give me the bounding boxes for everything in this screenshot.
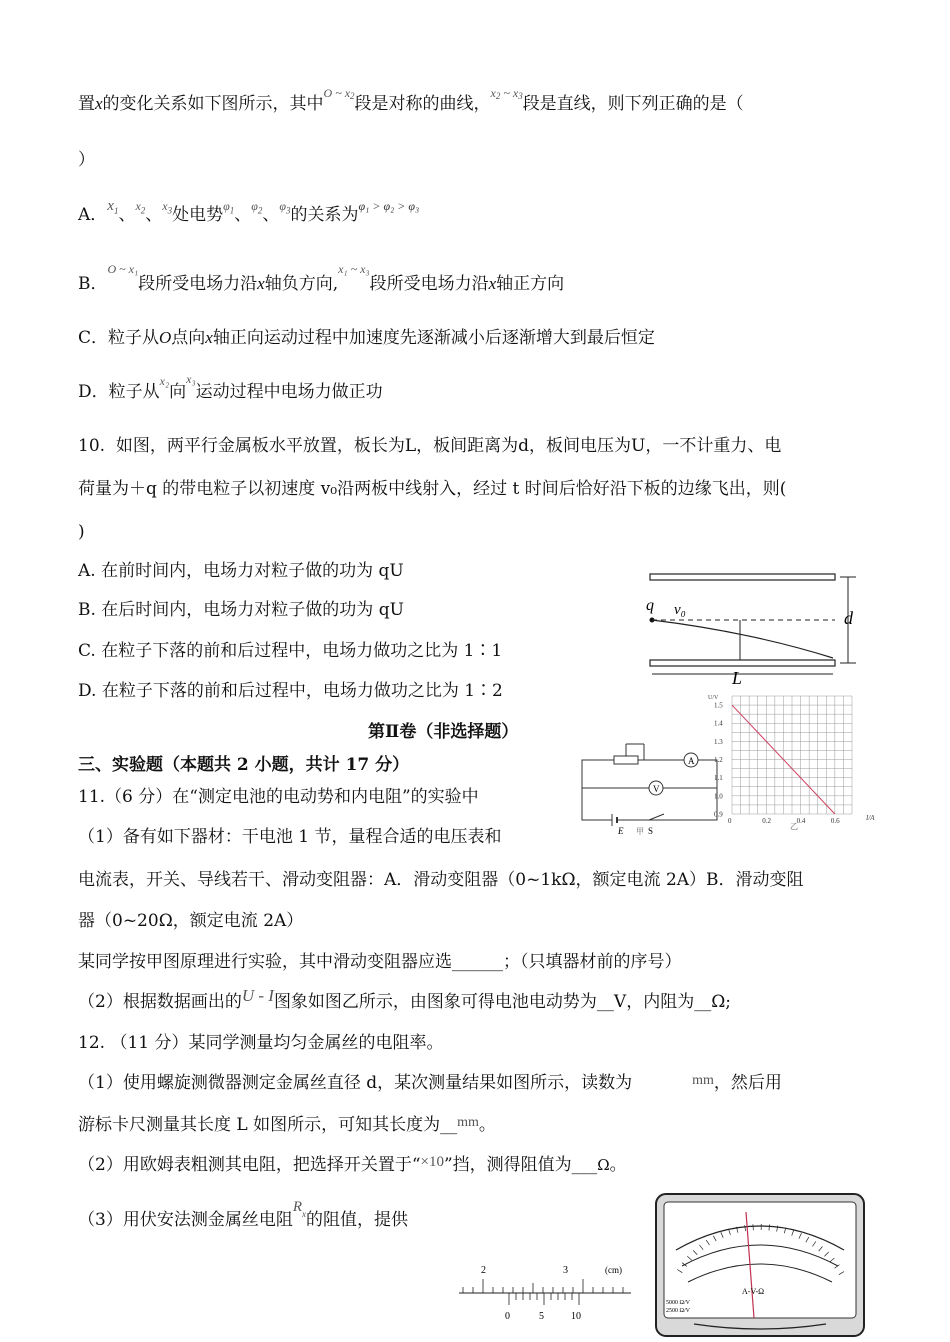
q12-line2: （1）使用螺旋测微器测定金属丝直径 d，某次测量结果如图所示，读数为 $^{mm}$，然后用 [78,1073,782,1093]
q10-option-c: C. 在粒子下落的前和后过程中，电场力做功之比为 1∶1 [78,641,503,661]
fig-q-label: q [646,597,654,614]
q10-line1: 10. 如图，两平行金属板水平放置，板长为L，板间距离为d，板间电压为U，一不计重力、电 [78,436,782,456]
q9-option-c: C．粒子从O点向x轴正向运动过程中加速度先逐渐减小后逐渐增大到最后恒定 [78,328,655,348]
q9-option-d: D．粒子从$^{x_2}$向$^{x_3}$运动过程中电场力做正功 [78,372,383,402]
caliper-top-3: 3 [563,1265,568,1276]
circuit-switch: S [648,826,654,835]
q11-line3: 电流表，开关、导线若干、滑动变阻器：A．滑动变阻器（0~1kΩ，额定电流 2A）B．滑动变阻 [78,870,804,890]
q10-option-b: B. 在后时间内，电场力对粒子做的功为 qU [78,600,404,620]
meter-label: A-V-Ω [742,1287,765,1296]
q11-line5: 某同学按甲图原理进行实验，其中滑动变阻器应选______；（只填器材前的序号） [78,952,682,972]
q10-option-a: A. 在前时间内，电场力对粒子做的功为 qU [78,561,404,581]
caliper-figure [455,1258,635,1328]
y-tick-label: 1.2 [714,756,723,765]
y-tick-label: 1.0 [714,792,723,801]
y-tick-label: 1.3 [714,737,723,746]
q11-line1: 11.（6 分）在“测定电池的电动势和内电阻”的实验中 [78,787,479,807]
q10-line3: ) [78,522,85,542]
q12-line1: 12. （11 分）某同学测量均匀金属丝的电阻率。 [78,1033,444,1053]
y-tick-label: 1.5 [714,701,723,710]
q9-paren: ） [78,150,95,170]
meter-rating-2: 2500 Ω/V [666,1308,690,1314]
circuit-ammeter: A [688,756,695,766]
multimeter-figure [654,1192,866,1338]
q9-option-b: B．$^{O \sim x_1}$段所受电场力沿x轴负方向,$^{x_1 \sim x_3}$段所受电场力沿x轴正方向 [78,262,565,294]
circuit-battery: E [618,826,624,835]
q11-line6: （2）根据数据画出的U - I图象如图乙所示，由图象可得电池电动势为__V，内阻为__Ω; [78,986,732,1012]
q11-line2: （1）备有如下器材：干电池 1 节，量程合适的电压表和 [78,827,502,847]
fig-L-label: L [732,668,743,686]
ui-graph [706,692,882,832]
q10-option-d: D. 在粒子下落的前和后过程中，电场力做功之比为 1∶2 [78,681,503,701]
q9-stem: 置x的变化关系如下图所示，其中$^{O \sim x}_2$段是对称的曲线，$^x_2$ $^{\sim x}_3$段是直线，则下列正确的是（ [78,86,744,114]
section3-heading: 三、实验题（本题共 2 小题，共计 17 分） [78,755,410,775]
fig-v0-label: v₀ [674,602,686,618]
circuit-voltmeter: V [653,784,660,794]
x-tick-label: 0 [728,817,732,825]
graph-caption: 乙 [790,822,798,831]
q10-line2: 荷量为＋q 的带电粒子以初速度 v₀沿两板中线射入，经过 t 时间后恰好沿下板的边缘飞出，则( [78,479,787,499]
y-tick-label: 1.4 [714,719,723,728]
x-tick-label: 0.2 [762,817,772,825]
q11-line4: 器（0~20Ω，额定电流 2A） [78,911,304,931]
circuit-caption: 甲 [636,827,644,835]
caliper-unit: (cm) [605,1265,622,1275]
x-tick-label: 0.4 [796,817,806,825]
part2-title: 第Ⅱ卷（非选择题） [368,722,519,742]
caliper-bot-5: 5 [539,1311,544,1322]
y-tick-label: 1.1 [714,774,723,783]
circuit-figure [574,737,724,835]
q12-line3: 游标卡尺测量其长度 L 如图所示，可知其长度为__$^{mm}$。 [78,1115,496,1135]
caliper-bot-10: 10 [571,1311,581,1322]
caliper-bot-0: 0 [505,1311,510,1322]
y-tick-label: 0.9 [714,810,723,819]
capacitor-figure [640,566,870,686]
q12-line4: （2）用欧姆表粗测其电阻，把选择开关置于“×10”挡，测得阻值为___Ω。 [78,1154,627,1175]
caliper-top-2: 2 [481,1265,486,1276]
fig-d-label: d [844,608,853,628]
x-tick-label: 0.6 [830,817,840,825]
graph-xlabel: I/A [866,814,875,822]
q12-line5: （3）用伏安法测金属丝电阻$R_x$的阻值，提供 [78,1199,408,1230]
meter-rating-1: 5000 Ω/V [666,1300,690,1306]
q9-option-a: A．$x_1$、$^{x_2}$、$^{x_3}$处电势$^{\varphi_1}$、$^{\varphi_2}$、$^{\varphi_3}$的关系为$^{\varphi_1 > \varphi_2 > \varphi_3}$ [78,198,420,225]
graph-ylabel: U/V [708,695,719,701]
